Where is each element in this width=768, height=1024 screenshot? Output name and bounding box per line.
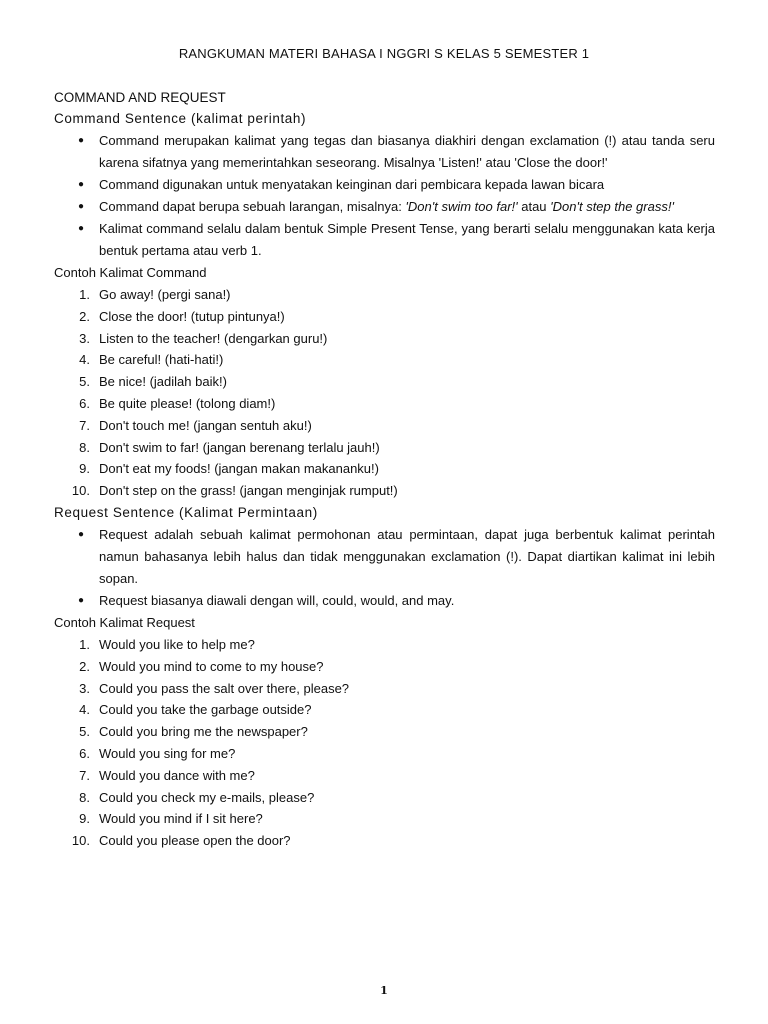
item-number: 3. — [79, 680, 90, 696]
list-item — [54, 437, 715, 459]
item-number: 1. — [79, 287, 90, 302]
item-text: Listen to the teacher! (dengarkan guru!) — [99, 330, 328, 346]
list-item — [54, 699, 715, 721]
list-item — [54, 634, 715, 656]
item-number: 10. — [71, 483, 90, 499]
item-text: Be careful! (hati-hati!) — [99, 352, 224, 368]
item-text: Would you dance with me? — [99, 767, 255, 783]
list-item — [54, 787, 715, 809]
item-text: Go away! (pergi sana!) — [99, 287, 231, 302]
list-item — [54, 349, 715, 371]
command-bullet-item — [54, 218, 715, 262]
item-number: 7. — [79, 417, 90, 433]
page-number: 1 — [380, 984, 388, 997]
list-item — [54, 371, 715, 393]
bullet-dot-icon: ● — [78, 201, 85, 212]
bullet-dot-icon: ● — [78, 594, 85, 606]
item-text: Be quite please! (tolong diam!) — [99, 395, 276, 411]
list-item — [54, 284, 715, 306]
bullet-dot-icon: ● — [78, 528, 85, 540]
command-bullet-item — [54, 130, 715, 174]
item-number: 10. — [71, 833, 90, 849]
item-number: 5. — [79, 724, 90, 740]
item-number: 1. — [79, 636, 90, 652]
item-number: 4. — [79, 352, 90, 368]
item-number: 8. — [79, 789, 90, 805]
list-item — [54, 743, 715, 765]
list-item — [54, 393, 715, 415]
request-bullet-item — [54, 590, 715, 612]
list-item — [54, 328, 715, 350]
document-title: RANGKUMAN MATERI BAHASA I NGGRI S KELAS 5 SEMESTER 1 — [178, 46, 590, 61]
item-number: 3. — [79, 330, 90, 346]
item-text: Don't eat my foods! (jangan makan makananku!) — [99, 461, 379, 477]
document-body — [54, 88, 715, 852]
command-bullet-list — [54, 130, 715, 262]
item-text: Could you bring me the newspaper? — [99, 724, 308, 740]
item-number: 7. — [79, 767, 90, 783]
list-item — [54, 656, 715, 678]
item-number: 9. — [79, 461, 90, 477]
bullet-text: Request biasanya diawali dengan will, could, would, and may. — [99, 592, 455, 608]
item-text: Could you pass the salt over there, please? — [99, 680, 350, 696]
command-bullet-item — [54, 196, 715, 218]
item-text: Could you check my e-mails, please? — [99, 789, 315, 805]
bullet-example-italic: 'Don't step the grass!' — [550, 199, 674, 214]
list-item — [54, 678, 715, 700]
list-item — [54, 830, 715, 852]
item-text: Could you please open the door? — [99, 833, 291, 849]
bullet-dot-icon: ● — [78, 179, 85, 190]
command-heading: Command Sentence (kalimat perintah) — [54, 111, 307, 126]
list-item — [54, 765, 715, 787]
item-text: Don't swim to far! (jangan berenang terlalu jauh!) — [99, 439, 380, 455]
bullet-text: Kalimat command selalu dalam bentuk Simple Present Tense, yang berarti selalu menggunakan kata kerja bentuk pertama atau verb 1. — [99, 221, 715, 258]
request-heading: Request Sentence (Kalimat Permintaan) — [54, 504, 318, 520]
item-number: 8. — [79, 439, 90, 455]
item-text: Close the door! (tutup pintunya!) — [99, 308, 285, 324]
list-item — [54, 808, 715, 830]
list-item — [54, 458, 715, 480]
bullet-example-italic: 'Don't swim too far!' — [405, 199, 518, 214]
request-bullet-list — [54, 524, 715, 612]
list-item — [54, 721, 715, 743]
item-text: Would you sing for me? — [99, 745, 236, 761]
item-text: Be nice! (jadilah baik!) — [99, 374, 227, 390]
request-examples-list — [54, 634, 715, 852]
item-number: 4. — [79, 702, 90, 718]
bullet-text-prefix: Command dapat berupa sebuah larangan, misalnya: — [99, 199, 406, 214]
bullet-text: Request adalah sebuah kalimat permohonan atau permintaan, dapat juga berbentuk kalimat perintah namun bahasanya lebih halus dan tidak menggunakan exclamation (!). Dapat diartikan kalimat ini lebih sopan. — [99, 526, 715, 586]
item-number: 2. — [79, 308, 90, 324]
list-item — [54, 415, 715, 437]
bullet-text: Command digunakan untuk menyatakan keinginan dari pembicara kepada lawan bicara — [99, 177, 605, 192]
bullet-dot-icon: ● — [78, 135, 85, 146]
bullet-text: Command merupakan kalimat yang tegas dan biasanya diakhiri dengan exclamation (!) atau tanda seru karena sifatnya yang memerintahkan seseorang. Misalnya 'Listen!' atau 'Close the door!' — [99, 133, 715, 170]
command-examples-list — [54, 284, 715, 502]
item-text: Don't touch me! (jangan sentuh aku!) — [99, 417, 312, 433]
command-examples-heading: Contoh Kalimat Command — [54, 265, 207, 280]
command-bullet-item — [54, 174, 715, 196]
list-item — [54, 306, 715, 328]
item-text: Would you mind to come to my house? — [99, 658, 324, 674]
bullet-text-middle: atau — [517, 199, 551, 214]
item-text: Would you like to help me? — [99, 636, 255, 652]
item-text: Don't step on the grass! (jangan menginjak rumput!) — [99, 483, 398, 499]
request-bullet-item — [54, 524, 715, 590]
section-heading: COMMAND AND REQUEST — [54, 90, 226, 105]
item-number: 5. — [79, 374, 90, 390]
bullet-dot-icon: ● — [78, 223, 85, 234]
item-number: 6. — [79, 395, 90, 411]
item-number: 2. — [79, 658, 90, 674]
list-item — [54, 480, 715, 502]
item-number: 6. — [79, 745, 90, 761]
request-examples-heading: Contoh Kalimat Request — [54, 614, 195, 630]
item-text: Could you take the garbage outside? — [99, 702, 312, 718]
item-text: Would you mind if I sit here? — [99, 811, 263, 827]
item-number: 9. — [79, 811, 90, 827]
